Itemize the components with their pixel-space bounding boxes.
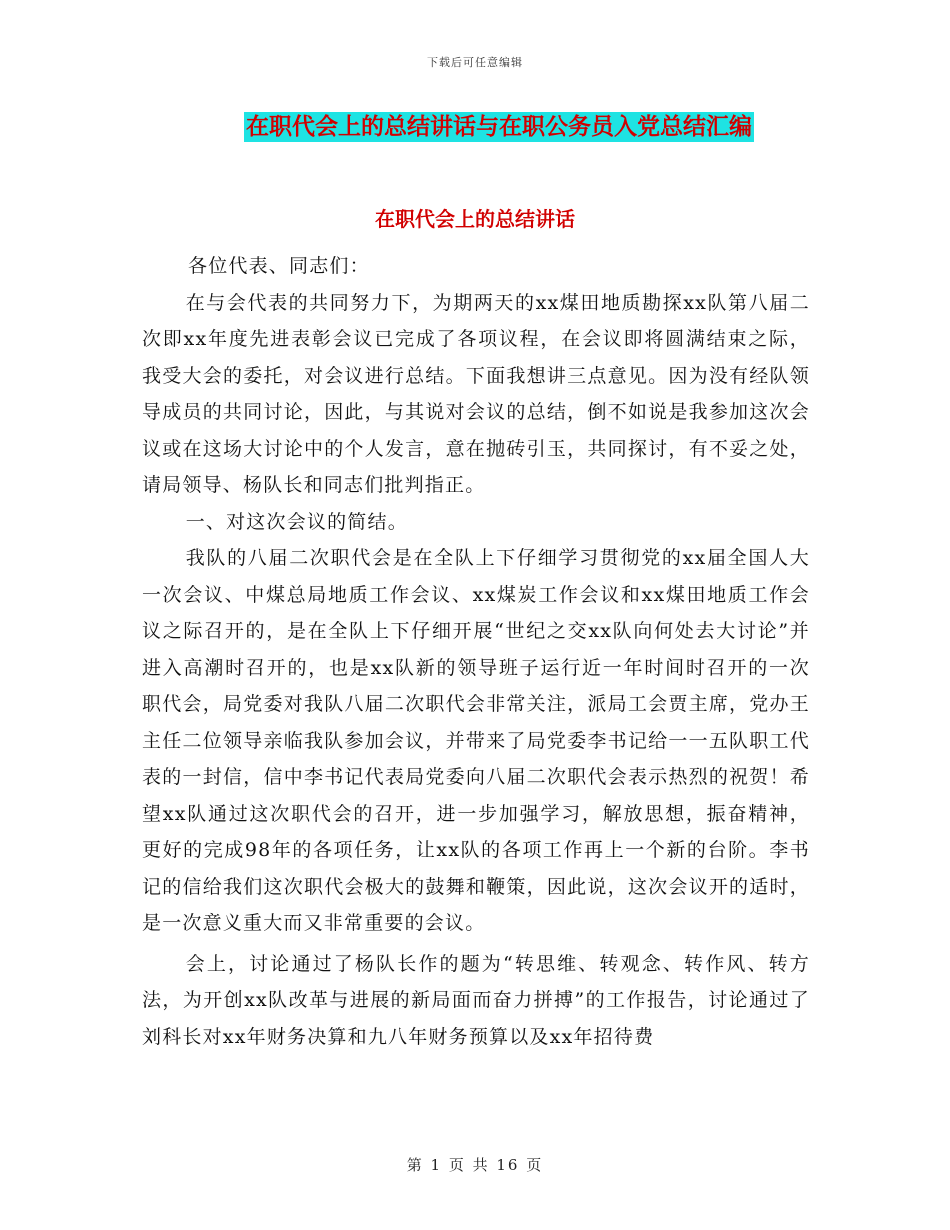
paragraph-meeting: 会上，讨论通过了杨队长作的题为“转思维、转观念、转作风、转方法，为开创xx队改革与进展的新局面而奋力拼搏”的工作报告，讨论通过了刘科长对xx年财务决算和九八年财务预算以及xx年招待费 (142, 952, 810, 1048)
section-heading-one: 一、对这次会议的简结。 (185, 510, 408, 533)
header-note: 下载后可任意编辑 (427, 56, 523, 69)
paragraph-intro: 在与会代表的共同努力下，为期两天的xx煤田地质勘探xx队第八届二次即xx年度先进表彰会议已完成了各项议程，在会议即将圆满结束之际，我受大会的委托，对会议进行总结。下面我想讲三点意见。因为没有经队领导成员的共同讨论，因此，与其说对会议的总结，倒不如说是我参加这次会议或在这场大讨论中的个人发言，意在抛砖引玉，共同探讨，有不妥之处，请局领导、杨队长和同志们批判指正。 (142, 291, 810, 496)
section-title: 在职代会上的总结讲话 (375, 207, 575, 231)
greeting-line: 各位代表、同志们： (188, 255, 370, 277)
main-title-container (0, 112, 950, 142)
paragraph-summary: 我队的八届二次职代会是在全队上下仔细学习贯彻党的xx届全国人大一次会议、中煤总局地质工作会议、xx煤炭工作会议和xx煤田地质工作会议之际召开的，是在全队上下仔细开展“世纪之交xx队向何处去大讨论”并进入高潮时召开的，也是xx队新的领导班子运行近一年时间时召开的一次职代会，局党委对我队八届二次职代会非常关注，派局工会贾主席，党办王主任二位领导亲临我队参加会议，并带来了局党委李书记给一一五队职工代表的一封信，信中李书记代表局党委向八届二次职代会表示热烈的祝贺！希望xx队通过这次职代会的召开，进一步加强学习，解放思想，振奋精神，更好的完成98年的各项任务，让xx队的各项工作再上一个新的台阶。李书记的信给我们这次职代会极大的鼓舞和鞭策，因此说，这次会议开的适时，是一次意义重大而又非常重要的会议。 (142, 547, 810, 934)
document-title: 在职代会上的总结讲话与在职公务员入党总结汇编 (246, 114, 752, 140)
page-footer: 第 1 页 共 16 页 (406, 1156, 544, 1174)
document-body (142, 248, 810, 1055)
